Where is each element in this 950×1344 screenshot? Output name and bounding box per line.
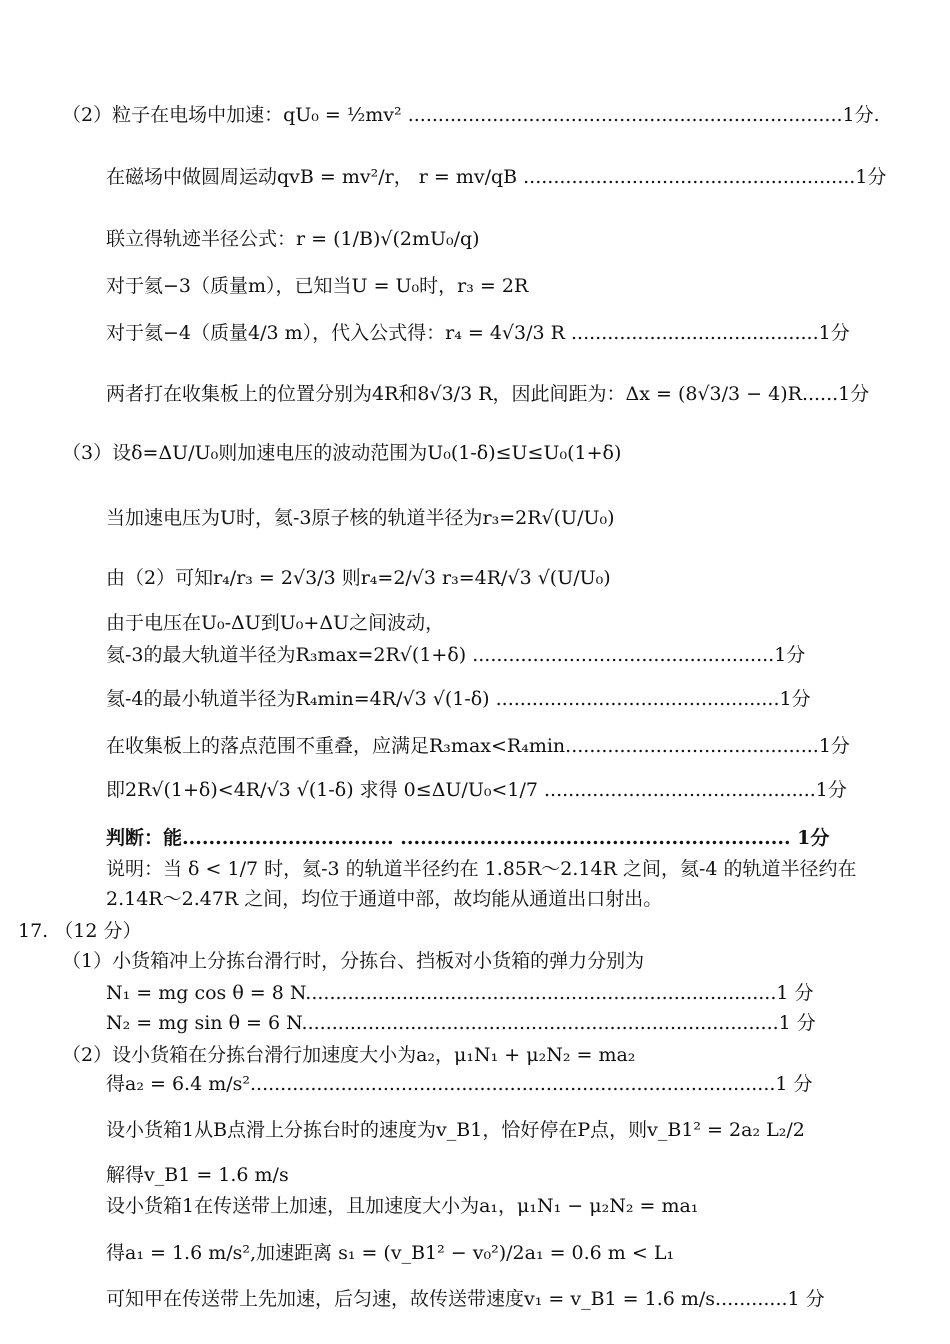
- line-judgement: 判断：能................................ ........................................................... 1分: [106, 827, 830, 849]
- line-voltage-range: 由于电压在U₀-ΔU到U₀+ΔU之间波动，: [106, 612, 445, 634]
- line-a1-eq: 设小货箱1在传送带上加速，且加速度大小为a₁，μ₁N₁ − μ₂N₂ = ma₁: [106, 1195, 699, 1217]
- line-he4: 对于氦−4（质量4/3 m），代入公式得：r₄ = 4√3/3 R .........................................1分: [106, 322, 850, 344]
- line-circular-motion: 在磁场中做圆周运动qvB = mv²/r， r = mv/qB .......................................................1分: [106, 166, 887, 188]
- line-2-accel: （2）粒子在电场中加速：qU₀ = ½mv² ........................................................................1分.: [62, 104, 880, 126]
- line-r3max: 氦-3的最大轨道半径为R₃max=2R√(1+δ) ..................................................1分: [106, 644, 806, 666]
- line-r3-voltage: 当加速电压为U时，氦-3原子核的轨道半径为r₃=2R√(U/U₀): [106, 507, 615, 529]
- line-spacing: 两者打在收集板上的位置分别为4R和8√3/3 R，因此间距为：Δx = (8√3/3 − 4)R......1分: [106, 383, 870, 405]
- line-3-delta: （3）设δ=ΔU/U₀则加速电压的波动范围为U₀(1-δ)≤U≤U₀(1+δ): [62, 442, 622, 464]
- line-n1: N₁ = mg cos θ = 8 N..............................................................................1 分: [106, 982, 814, 1004]
- line-he3: 对于氦−3（质量m），已知当U = U₀时，r₃ = 2R: [106, 275, 529, 297]
- line-solve-delta: 即2R√(1+δ)<4R/√3 √(1-δ) 求得 0≤ΔU/U₀<1/7 .............................................1分: [106, 779, 847, 801]
- question-17-header: 17. （12 分）: [18, 920, 142, 942]
- line-r4-ratio: 由（2）可知r₄/r₃ = 2√3/3 则r₄=2/√3 r₃=4R/√3 √(U/U₀): [106, 567, 611, 589]
- line-explanation-1: 说明：当 δ < 1/7 时，氦-3 的轨道半径约在 1.85R～2.14R 之间，氦-4 的轨道半径约在: [106, 858, 857, 880]
- line-17-1-intro: （1）小货箱冲上分拣台滑行时，分拣台、挡板对小货箱的弹力分别为: [62, 950, 645, 972]
- line-no-overlap: 在收集板上的落点范围不重叠，应满足R₃max<R₄min..........................................1分: [106, 735, 850, 757]
- line-a2: 得a₂ = 6.4 m/s².......................................................................................1 分: [106, 1073, 813, 1095]
- line-r4min: 氦-4的最小轨道半径为R₄min=4R/√3 √(1-δ) ...............................................1分: [106, 688, 811, 710]
- line-17-2-intro: （2）设小货箱在分拣台滑行加速度大小为a₂，μ₁N₁ + μ₂N₂ = ma₂: [62, 1044, 636, 1066]
- line-a1-value: 得a₁ = 1.6 m/s²,加速距离 s₁ = (v_B1² − v₀²)/2a₁ = 0.6 m < L₁: [106, 1242, 675, 1264]
- line-vb1-eq: 设小货箱1从B点滑上分拣台时的速度为v_B1，恰好停在P点，则v_B1² = 2a₂ L₂/2: [106, 1119, 805, 1141]
- line-radius-formula: 联立得轨迹半径公式：r = (1/B)√(2mU₀/q): [106, 228, 480, 250]
- line-vb1-value: 解得v_B1 = 1.6 m/s: [106, 1164, 289, 1186]
- line-belt-speed: 可知甲在传送带上先加速，后匀速，故传送带速度v₁ = v_B1 = 1.6 m/s............1 分: [106, 1288, 825, 1310]
- line-n2: N₂ = mg sin θ = 6 N...............................................................................1 分: [106, 1012, 816, 1034]
- line-explanation-2: 2.14R～2.47R 之间，均位于通道中部，故均能从通道出口射出。: [106, 888, 663, 910]
